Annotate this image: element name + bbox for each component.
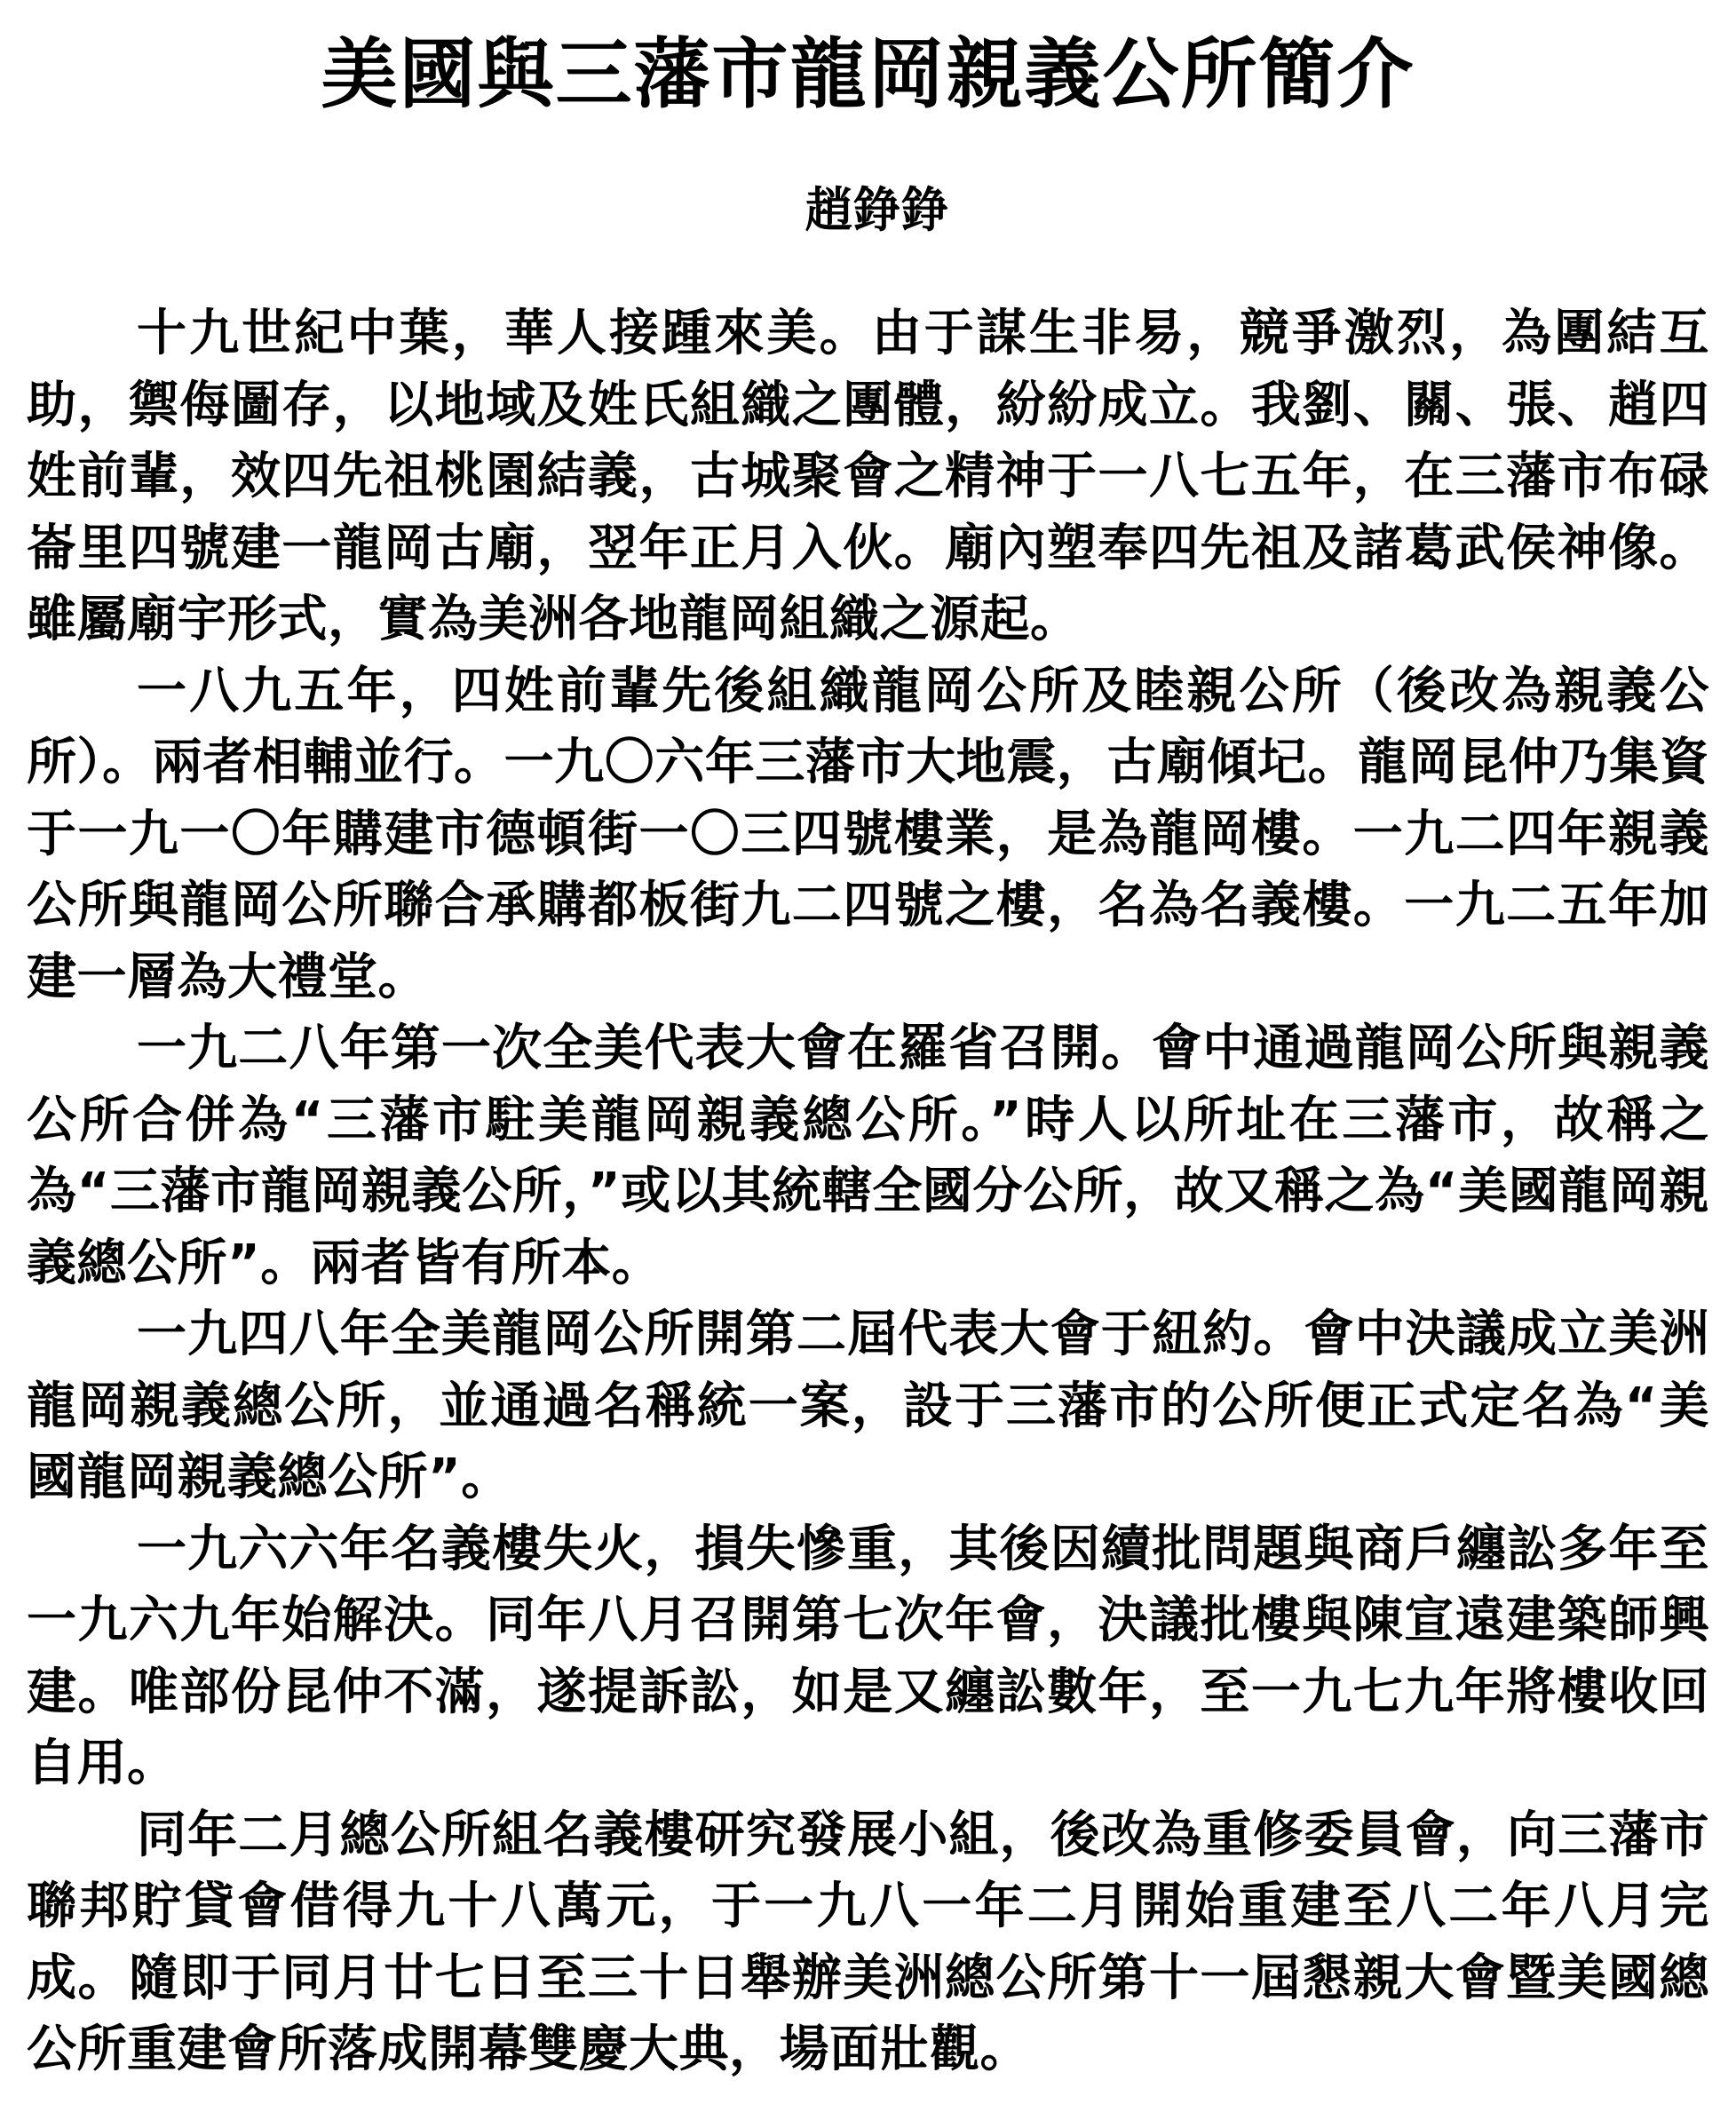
paragraph-4: 一九四八年全美龍岡公所開第二屆代表大會于紐約。會中決議成立美洲龍岡親義總公所，並通過名稱統一案，設于三藩市的公所便正式定名為“美國龍岡親義總公所”。 (27, 1306, 1709, 1506)
paragraph-1: 十九世紀中葉，華人接踵來美。由于謀生非易，競爭激烈，為團結互助，禦侮圖存，以地域及姓氏組織之團體，紛紛成立。我劉、關、張、趙四姓前輩，效四先祖桃園結義，古城聚會之精神于一八七五年，在三藩市布碌崙里四號建一龍岡古廟，翌年正月入伙。廟內塑奉四先祖及諸葛武侯神像。雖屬廟宇形式，實為美洲各地龍岡組織之源起。 (27, 305, 1709, 648)
paragraph-5: 一九六六年名義樓失火，損失慘重，其後因續批問題與商戶纏訟多年至一九六九年始解決。同年八月召開第七次年會，決議批樓與陳宣遠建築師興建。唯部份昆仲不滿，遂提訴訟，如是又纏訟數年，至一九七九年將樓收回自用。 (27, 1520, 1709, 1792)
paragraph-3: 一九二八年第一次全美代表大會在羅省召開。會中通過龍岡公所與親義公所合併為“三藩市駐美龍岡親義總公所。”時人以所址在三藩市，故稱之為“三藩市龍岡親義公所，”或以其統轄全國分公所，故又稱之為“美國龍岡親義總公所”。兩者皆有所本。 (27, 1020, 1709, 1292)
document-title: 美國與三藩市龍岡親義公所簡介 (321, 30, 1415, 119)
paragraph-6: 同年二月總公所組名義樓研究發展小組，後改為重修委員會，向三藩市聯邦貯貸會借得九十八萬元，于一九八一年二月開始重建至八二年八月完成。隨即于同月廿七日至三十日舉辦美洲總公所第十一屆懇親大會暨美國總公所重建會所落成開幕雙慶大典，場面壯觀。 (27, 1806, 1709, 2078)
paragraph-2: 一八九五年，四姓前輩先後組織龍岡公所及睦親公所（後改為親義公所）。兩者相輔並行。一九〇六年三藩市大地震，古廟傾圮。龍岡昆仲乃集資于一九一〇年購建市德頓街一〇三四號樓業，是為龍岡樓。一九二四年親義公所與龍岡公所聯合承購都板街九二四號之樓，名為名義樓。一九二五年加建一層為大禮堂。 (27, 662, 1709, 1006)
article-body (27, 298, 1709, 2086)
author-name: 趙錚錚 (805, 182, 949, 238)
